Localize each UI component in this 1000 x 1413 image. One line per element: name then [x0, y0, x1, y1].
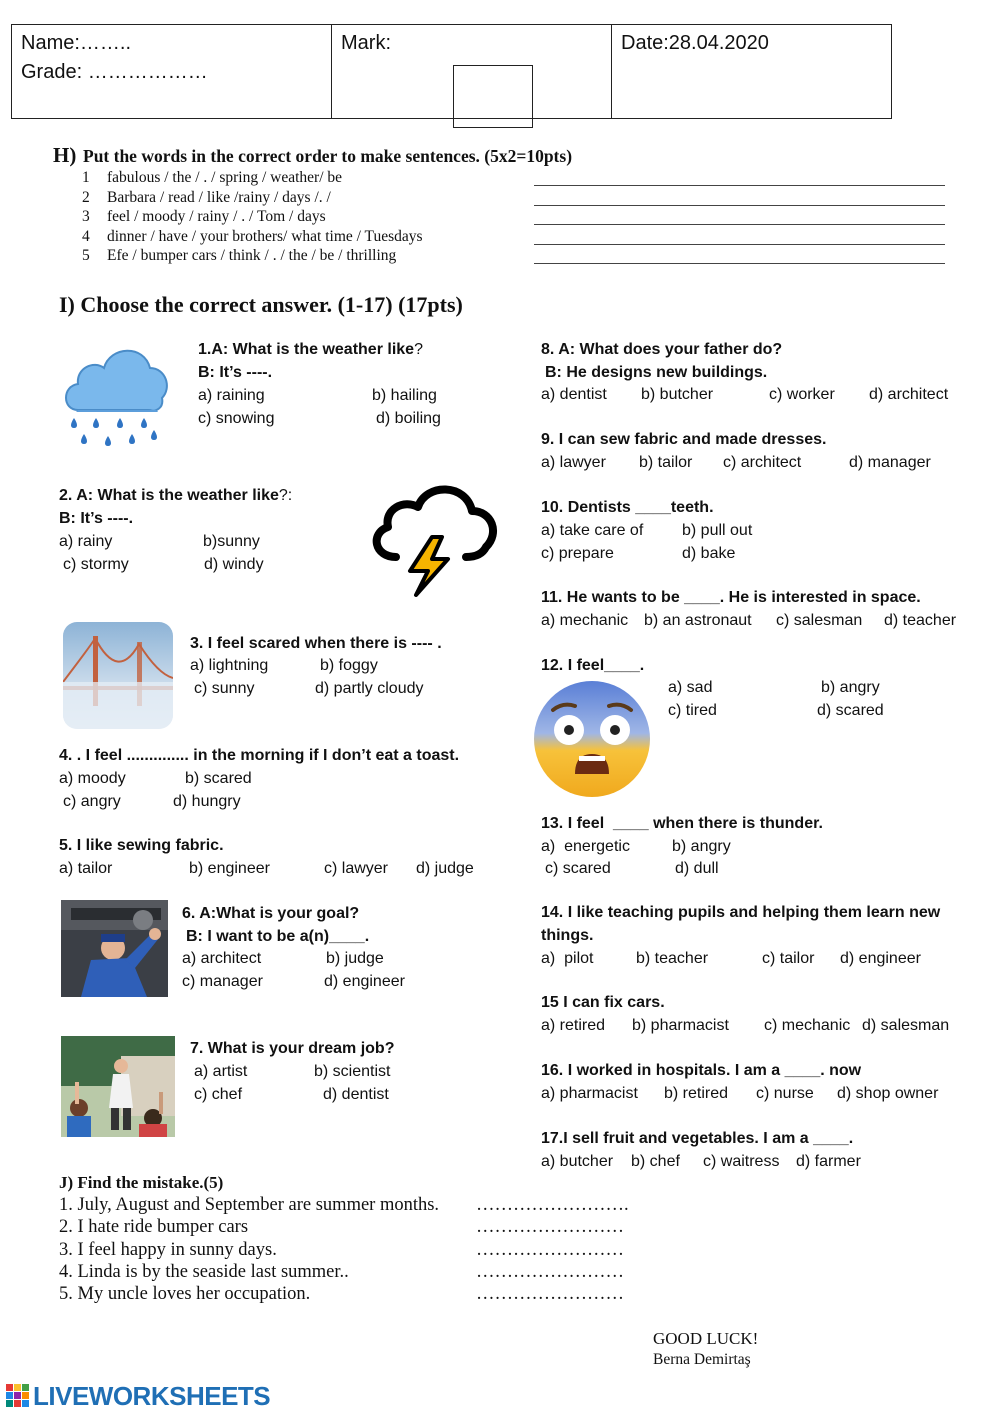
- q10-option-a[interactable]: a) take care of: [541, 522, 644, 539]
- q2-option-c[interactable]: c) stormy: [63, 556, 129, 573]
- q15-option-c[interactable]: c) mechanic: [764, 1017, 851, 1034]
- q16-option-a[interactable]: a) pharmacist: [541, 1085, 638, 1102]
- answer-dots[interactable]: ……………………: [476, 1239, 624, 1260]
- mechanic-photo: [61, 900, 168, 997]
- q9-option-d[interactable]: d) manager: [849, 454, 931, 471]
- q9-option-b[interactable]: b) tailor: [639, 454, 693, 471]
- list-item: 3 feel / moody / rainy / . / Tom / days: [82, 208, 326, 225]
- q9-option-c[interactable]: c) architect: [723, 454, 802, 471]
- date-label: Date:28.04.2020: [621, 32, 769, 54]
- section-j-list: [59, 1194, 439, 1305]
- q2-option-a[interactable]: a) rainy: [59, 533, 113, 550]
- q6-option-a[interactable]: a) architect: [182, 950, 262, 967]
- q13-option-a[interactable]: a) energetic: [541, 838, 630, 855]
- q15-option-a[interactable]: a) retired: [541, 1017, 606, 1034]
- q1-option-c[interactable]: c) snowing: [198, 410, 275, 427]
- scared-face-emoji-icon: [531, 678, 653, 800]
- section-j-title: J) Find the mistake.(5): [59, 1173, 224, 1192]
- q10-option-c[interactable]: c) prepare: [541, 545, 614, 562]
- section-h-letter: H): [53, 143, 77, 167]
- q12-option-d[interactable]: d) scared: [817, 702, 884, 719]
- q8-option-d[interactable]: d) architect: [869, 386, 949, 403]
- q10-option-d[interactable]: d) bake: [682, 545, 736, 562]
- q17-option-b[interactable]: b) chef: [631, 1153, 680, 1170]
- liveworksheets-grid-icon: [6, 1384, 32, 1408]
- question-2: 2. A: What is the weather like?: B: It’s ----.: [59, 487, 293, 527]
- q7-option-b[interactable]: b) scientist: [314, 1063, 391, 1080]
- q4-option-d[interactable]: d) hungry: [173, 793, 241, 810]
- q5-option-c[interactable]: c) lawyer: [324, 860, 389, 877]
- q14-option-d[interactable]: d) engineer: [840, 950, 921, 967]
- q17-option-a[interactable]: a) butcher: [541, 1153, 614, 1170]
- good-luck-text: GOOD LUCK!: [653, 1329, 759, 1348]
- q4-option-c[interactable]: c) angry: [63, 793, 121, 810]
- q11-option-b[interactable]: b) an astronaut: [644, 612, 752, 629]
- name-cell: [12, 25, 332, 118]
- q9-option-a[interactable]: a) lawyer: [541, 454, 606, 471]
- question-10: 10. Dentists ____teeth.: [541, 499, 714, 516]
- question-9: 9. I can sew fabric and made dresses.: [541, 431, 827, 448]
- q4-option-a[interactable]: a) moody: [59, 770, 126, 787]
- q16-option-b[interactable]: b) retired: [664, 1085, 729, 1102]
- question-13: 13. I feel ____ when there is thunder.: [541, 815, 823, 832]
- foggy-bridge-image: [63, 622, 173, 729]
- q13-option-d[interactable]: d) dull: [675, 860, 719, 877]
- mark-label: Mark:: [341, 32, 391, 54]
- q11-option-d[interactable]: d) teacher: [884, 612, 957, 629]
- rain-cloud-icon: [60, 338, 172, 456]
- answer-dots[interactable]: ……………………: [476, 1261, 624, 1282]
- q16-option-d[interactable]: d) shop owner: [837, 1085, 939, 1102]
- list-item: 1. July, August and September are summer months.: [59, 1195, 440, 1215]
- list-item: 5 Efe / bumper cars / think / . / the / be / thrilling: [82, 247, 397, 264]
- question-15: 15 I can fix cars.: [541, 994, 665, 1011]
- q14-option-b[interactable]: b) teacher: [636, 950, 709, 967]
- q17-option-c[interactable]: c) waitress: [703, 1153, 780, 1170]
- question-5: 5. I like sewing fabric.: [59, 837, 224, 854]
- section-i-title: I) Choose the correct answer. (1-17) (17pts): [59, 292, 463, 317]
- q12-option-b[interactable]: b) angry: [821, 679, 880, 696]
- q7-option-a[interactable]: a) artist: [194, 1063, 248, 1080]
- question-1: 1.A: What is the weather like? B: It’s ----.: [198, 341, 423, 381]
- question-3: 3. I feel scared when there is ---- .: [190, 635, 442, 652]
- q8-option-b[interactable]: b) butcher: [641, 386, 714, 403]
- section-j-answers: [476, 1194, 629, 1305]
- section-h-list: [82, 168, 423, 266]
- answer-dots[interactable]: …………………….: [476, 1195, 629, 1215]
- answer-line-5[interactable]: [534, 263, 945, 264]
- q15-option-d[interactable]: d) salesman: [862, 1017, 950, 1034]
- list-item: 1 fabulous / the / . / spring / weather/ be: [82, 169, 343, 186]
- question-12: 12. I feel____.: [541, 657, 645, 674]
- question-6: 6. A:What is your goal? B: I want to be a(n)____.: [182, 905, 370, 945]
- mark-box[interactable]: [453, 65, 533, 128]
- liveworksheets-logo: [6, 1380, 271, 1411]
- answer-line-3[interactable]: [534, 224, 945, 225]
- q1-option-d[interactable]: d) boiling: [376, 410, 441, 427]
- q5-option-a[interactable]: a) tailor: [59, 860, 113, 877]
- q3-option-b[interactable]: b) foggy: [320, 657, 378, 674]
- answer-line-4[interactable]: [534, 244, 945, 245]
- question-8: 8. A: What does your father do? B: He designs new buildings.: [541, 341, 783, 381]
- q7-option-d[interactable]: d) dentist: [323, 1086, 389, 1103]
- q14-option-a[interactable]: a) pilot: [541, 950, 594, 967]
- date-cell: [612, 25, 891, 118]
- q17-option-d[interactable]: d) farmer: [796, 1153, 861, 1170]
- q3-option-a[interactable]: a) lightning: [190, 657, 269, 674]
- question-7: 7. What is your dream job?: [190, 1040, 395, 1057]
- q8-option-a[interactable]: a) dentist: [541, 386, 607, 403]
- q5-option-b[interactable]: b) engineer: [189, 860, 270, 877]
- list-item: 4 dinner / have / your brothers/ what time / Tuesdays: [82, 227, 423, 245]
- answer-line-1[interactable]: [534, 185, 945, 186]
- q15-option-b[interactable]: b) pharmacist: [632, 1017, 729, 1034]
- list-item: 2 Barbara / read / like /rainy / days /. /: [82, 188, 331, 206]
- q12-option-a[interactable]: a) sad: [668, 679, 713, 696]
- q16-option-c[interactable]: c) nurse: [756, 1085, 814, 1102]
- q3-option-c[interactable]: c) sunny: [194, 680, 255, 697]
- q14-option-c[interactable]: c) tailor: [762, 950, 815, 967]
- brand-name: LIVEWORKSHEETS: [33, 1380, 271, 1411]
- q10-option-b[interactable]: b) pull out: [682, 522, 753, 539]
- q8-option-c[interactable]: c) worker: [769, 386, 835, 403]
- list-item: 3. I feel happy in sunny days.: [59, 1239, 277, 1260]
- q2-option-d[interactable]: d) windy: [204, 556, 264, 573]
- q11-option-a[interactable]: a) mechanic: [541, 612, 629, 629]
- name-label: Name:……..: [21, 32, 132, 54]
- q13-option-b[interactable]: b) angry: [672, 838, 731, 855]
- q1-option-a[interactable]: a) raining: [198, 387, 265, 404]
- list-item: 5. My uncle loves her occupation.: [59, 1284, 311, 1305]
- header-table: [11, 24, 892, 119]
- classroom-photo: [61, 1036, 175, 1137]
- q5-option-d[interactable]: d) judge: [416, 860, 474, 877]
- q12-option-c[interactable]: c) tired: [668, 702, 717, 719]
- answer-dots[interactable]: ……………………: [476, 1217, 624, 1238]
- q6-option-c[interactable]: c) manager: [182, 973, 263, 990]
- q11-option-c[interactable]: c) salesman: [776, 612, 863, 629]
- author-name: Berna Demirtaş: [653, 1351, 751, 1368]
- question-11: 11. He wants to be ____. He is interested in space.: [541, 589, 921, 606]
- section-h-title: Put the words in the correct order to make sentences. (5x2=10pts): [83, 146, 573, 166]
- q6-option-b[interactable]: b) judge: [326, 950, 384, 967]
- question-4: 4. . I feel .............. in the morning if I don’t eat a toast.: [59, 747, 460, 764]
- answer-dots[interactable]: ……………………: [476, 1284, 624, 1305]
- question-17: 17.I sell fruit and vegetables. I am a ____.: [541, 1130, 854, 1147]
- q1-option-b[interactable]: b) hailing: [372, 387, 437, 404]
- answer-line-2[interactable]: [534, 205, 945, 206]
- list-item: 2. I hate ride bumper cars: [59, 1217, 249, 1238]
- q2-option-b[interactable]: b)sunny: [203, 533, 260, 550]
- storm-cloud-icon: [366, 475, 502, 599]
- q13-option-c[interactable]: c) scared: [545, 860, 611, 877]
- question-14: 14. I like teaching pupils and helping them learn new things.: [541, 904, 941, 944]
- q3-option-d[interactable]: d) partly cloudy: [315, 680, 424, 697]
- grade-label: Grade: ………………: [21, 61, 208, 83]
- q4-option-b[interactable]: b) scared: [185, 770, 252, 787]
- q6-option-d[interactable]: d) engineer: [324, 973, 405, 990]
- q7-option-c[interactable]: c) chef: [194, 1086, 243, 1103]
- question-16: 16. I worked in hospitals. I am a ____. now: [541, 1062, 862, 1079]
- list-item: 4. Linda is by the seaside last summer..: [59, 1261, 349, 1282]
